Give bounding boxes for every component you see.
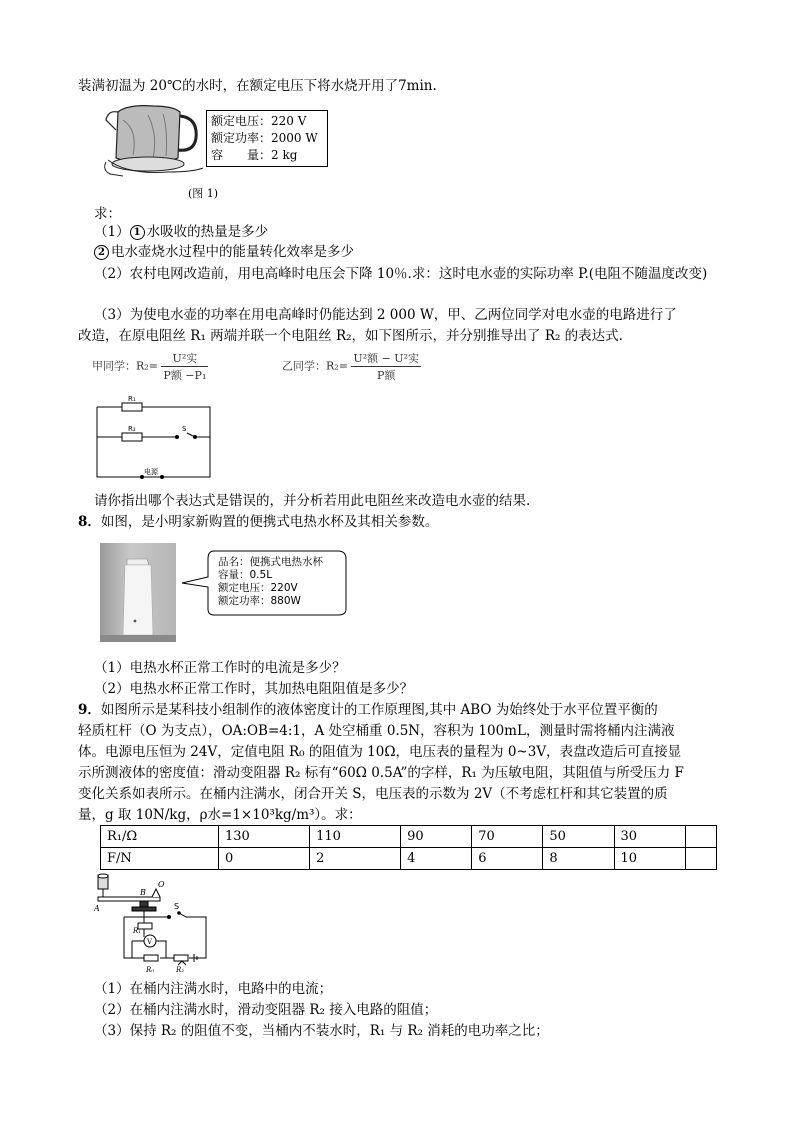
thermos-cup-icon <box>100 543 176 642</box>
q8-part2: （2）电热水杯正常工作时，其加热电阻阻值是多少？ <box>94 681 414 697</box>
table-cell: 70 <box>472 826 543 848</box>
jia-formula <box>92 350 208 383</box>
table-cell: 0 <box>219 848 310 870</box>
jia-fraction <box>161 350 208 383</box>
circuit-r1-label: R₁ <box>128 395 136 403</box>
table-cell: 50 <box>543 826 614 848</box>
q9-part3: （3）保持 R₂ 的阻值不变，当桶内不装水时，R₁ 与 R₂ 消耗的电功率之比； <box>94 1023 549 1039</box>
spec-voltage: 额定电压：220 V <box>211 114 307 128</box>
yi-denominator: P额 <box>377 369 396 382</box>
ask-label: 求： <box>94 206 121 222</box>
bubble-text <box>218 556 323 608</box>
thermos-photo <box>100 543 176 642</box>
q7-part1b <box>94 243 354 261</box>
q8-title-text: 如图，是小明家新购置的便携式电热水杯及其相关参数。 <box>100 514 439 530</box>
table-cell: 10 <box>614 848 685 870</box>
circuit-switch-label: S <box>182 425 187 433</box>
intro-text: 装满初温为 20℃的水时，在额定电压下将水烧开用了7min. <box>78 78 437 94</box>
q7-part3-line1: （3）为使电水壶的功率在用电高峰时仍能达到 2 000 W，甲、乙两位同学对电水壶的电路进行了 <box>94 307 677 323</box>
kettle-illustration <box>98 100 208 182</box>
label-r0: R₀ <box>146 966 155 974</box>
q8-title <box>78 513 438 531</box>
parallel-circuit-diagram <box>92 393 214 485</box>
label-r2: R₂ <box>176 966 185 974</box>
jia-numerator: U²实 <box>161 350 208 367</box>
spec-capacity: 容 量：2 kg <box>211 148 298 162</box>
circuit-source-label: 电源 <box>144 468 158 476</box>
yi-label: 乙同学：R₂= <box>282 359 348 373</box>
resistance-force-table <box>100 825 717 870</box>
q7-part2: （2）农村电网改造前，用电高峰时电压会下降 10％.求：这时电水壶的实际功率 P.(电阻不随温度改变) <box>94 266 708 282</box>
q8-number: 8． <box>78 514 101 530</box>
spec-power: 额定功率：2000 W <box>211 131 318 145</box>
q7-part1b-text: 电水壶烧水过程中的能量转化效率是多少 <box>111 244 354 260</box>
figure-caption: (图 1) <box>188 187 219 200</box>
jia-label: 甲同学：R₂= <box>92 359 158 373</box>
q7-part1a-text: 水吸收的热量是多少 <box>146 224 269 240</box>
table-cell: 30 <box>614 826 685 848</box>
circled-number: 1 <box>130 225 145 240</box>
yi-formula <box>282 350 421 383</box>
q9-line5: 变化关系如表所示。在桶内注满水，闭合开关 S，电压表的示数为 2V（不考虑杠杆和其它装置的质 <box>78 786 668 802</box>
label-r1: R₁ <box>133 927 142 935</box>
table-cell: 8 <box>543 848 614 870</box>
q9-line2: 轻质杠杆（O 为支点），OA:OB=4:1，A 处空桶重 0.5N，容积为 100mL，测量时需将桶内注满液 <box>78 723 675 739</box>
q7-part1a-prefix: （1） <box>94 224 130 240</box>
bubble-line-4: 额定功率：880W <box>218 595 301 607</box>
yi-numerator: U²额 − U²实 <box>353 352 419 365</box>
table-cell: 4 <box>401 848 472 870</box>
lever-circuit-diagram <box>94 873 214 978</box>
q9-line1 <box>78 701 658 719</box>
bubble-line-3: 额定电压：220V <box>218 582 298 594</box>
jia-denominator: P额 −P₁ <box>163 369 207 382</box>
table-cell: 90 <box>401 826 472 848</box>
label-o: O <box>158 880 165 889</box>
label-switch: S <box>174 902 180 911</box>
q9-part2: （2）在桶内注满水时，滑动变阻器 R₂ 接入电路的阻值； <box>94 1002 438 1018</box>
q7-part3-line2: 改造，在原电阻丝 R₁ 两端并联一个电阻丝 R₂，如下图所示，并分别推导出了 R₂ 的表达式. <box>78 328 623 344</box>
q9-number: 9． <box>78 702 101 718</box>
circuit-r2-label: R₂ <box>128 425 136 433</box>
table-row-header: R₁/Ω <box>101 826 219 848</box>
label-b: B <box>140 888 146 897</box>
table-cell: 130 <box>219 826 310 848</box>
circled-number: 2 <box>94 245 109 260</box>
q9-line3: 体。电源电压恒为 24V，定值电阻 R₀ 的阻值为 10Ω，电压表的量程为 0~3V，表盘改造后可直接显 <box>78 744 682 760</box>
q8-part1: （1）电热水杯正常工作时的电流是多少？ <box>94 660 346 676</box>
kettle-spec-box <box>206 110 328 167</box>
table-cell: 2 <box>310 848 401 870</box>
q9-line6: 量，g 取 10N/kg，ρ水=1×10³kg/m³）。求： <box>78 807 362 823</box>
label-a: A <box>94 904 100 913</box>
table-row <box>101 826 717 848</box>
table-cell <box>685 826 716 848</box>
q9-line1-text: 如图所示是某科技小组制作的液体密度计的工作原理图,其中 ABO 为始终处于水平位置平衡的 <box>100 702 658 718</box>
table-cell: 110 <box>310 826 401 848</box>
q7-part3-tail: 请你指出哪个表达式是错误的，并分析若用此电阻丝来改造电水壶的结果. <box>94 493 531 509</box>
label-voltmeter: V <box>147 938 153 946</box>
table-row <box>101 848 717 870</box>
table-cell <box>685 848 716 870</box>
yi-fraction <box>351 350 421 383</box>
table-cell: 6 <box>472 848 543 870</box>
table-row-header: F/N <box>101 848 219 870</box>
q9-part1: （1）在桶内注满水时，电路中的电流； <box>94 981 333 997</box>
q9-line4: 示所测液体的密度值：滑动变阻器 R₂ 标有“60Ω 0.5A”的字样，R₁ 为压敏电阻，其阻值与所受压力 F <box>78 765 684 781</box>
bubble-line-1: 品名：便携式电热水杯 <box>218 556 323 568</box>
q7-part1a <box>94 223 268 241</box>
bubble-line-2: 容量：0.5L <box>218 569 273 581</box>
